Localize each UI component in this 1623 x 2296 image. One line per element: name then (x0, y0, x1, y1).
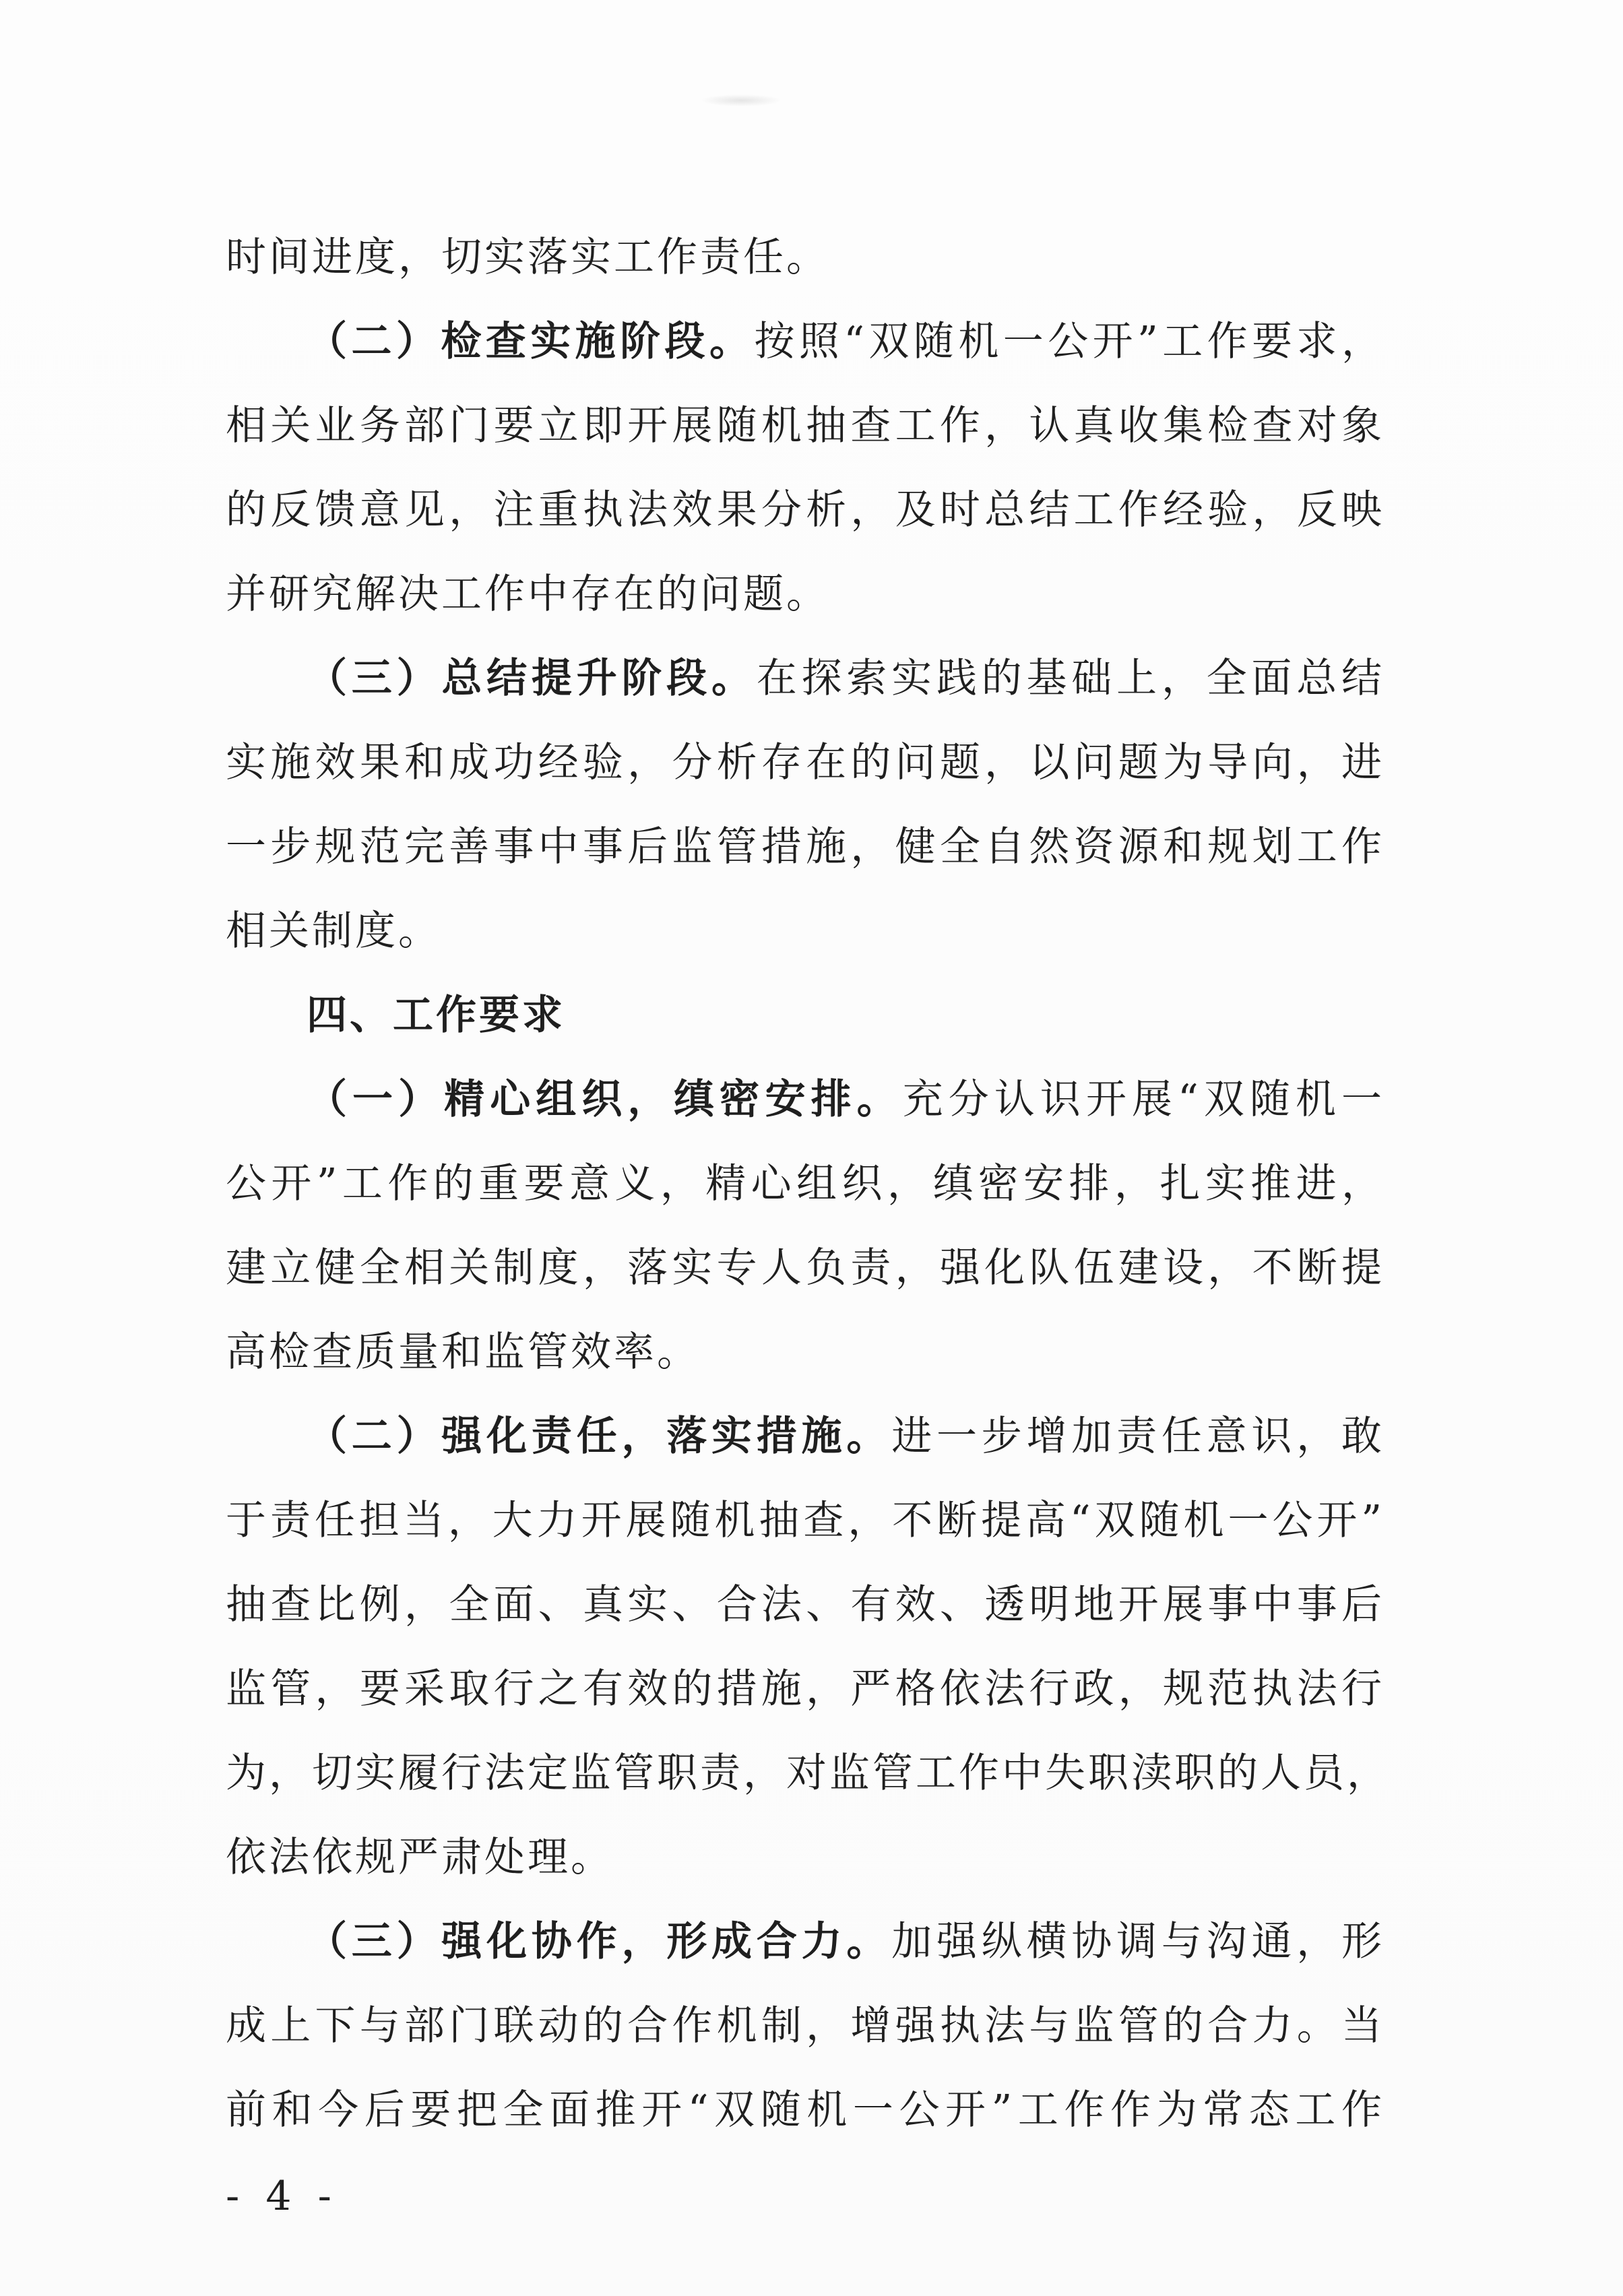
text-line (226, 468, 1385, 552)
text-line (226, 637, 1385, 721)
text-line (226, 721, 1385, 805)
text-line (226, 1310, 1385, 1395)
text-line (226, 805, 1385, 889)
line-text: 进一步增加责任意识，敢 (891, 1413, 1385, 1460)
line-text: 建立健全相关制度，落实专人负责，强化队伍建设，不断提 (226, 1244, 1385, 1292)
line-text: 高检查质量和监管效率。 (226, 1329, 700, 1376)
line-text: 相关业务部门要立即开展随机抽查工作，认真收集检查对象 (226, 402, 1385, 449)
line-text: 并研究解决工作中存在的问题。 (226, 571, 829, 618)
scan-artifact (701, 94, 782, 106)
line-text: 加强纵横协调与沟通，形 (891, 1918, 1385, 1965)
line-text: 监管，要采取行之有效的措施，严格依法行政，规范执法行 (226, 1665, 1385, 1713)
line-text: 在探索实践的基础上，全面总结 (756, 655, 1385, 702)
text-line (226, 384, 1385, 468)
text-line (226, 1984, 1385, 2068)
section-lead: （二）检查实施阶段。 (307, 318, 755, 365)
section-lead: （二）强化责任，落实措施。 (307, 1413, 892, 1460)
text-line (226, 1900, 1385, 1984)
text-line (226, 2068, 1385, 2152)
line-text: 为，切实履行法定监管职责，对监管工作中失职渎职的人员， (226, 1750, 1390, 1797)
text-line (226, 1479, 1385, 1563)
line-text: 前和今后要把全面推开“双随机一公开”工作作为常态工作 (226, 2086, 1385, 2134)
text-line (226, 1647, 1385, 1731)
line-text: 公开”工作的重要意义，精心组织，缜密安排，扎实推进， (226, 1160, 1385, 1207)
line-text: 的反馈意见，注重执法效果分析，及时总结工作经验，反映 (226, 486, 1385, 534)
text-line (226, 216, 1385, 300)
text-line (226, 889, 1385, 974)
section-lead: （三）强化协作，形成合力。 (307, 1918, 892, 1965)
text-line (226, 1226, 1385, 1310)
line-text: 一步规范完善事中事后监管措施，健全自然资源和规划工作 (226, 823, 1385, 870)
line-text: 时间进度，切实落实工作责任。 (226, 234, 829, 281)
section-lead: （一）精心组织，缜密安排。 (307, 1076, 903, 1123)
line-text: 依法依规严肃处理。 (226, 1834, 614, 1881)
section-heading (226, 974, 1385, 1058)
line-text: 按照“双随机一公开”工作要求， (754, 318, 1385, 365)
line-text: 实施效果和成功经验，分析存在的问题，以问题为导向，进 (226, 739, 1385, 786)
text-line (226, 1731, 1390, 1816)
text-line (226, 1395, 1385, 1479)
heading-text: 四、工作要求 (307, 992, 565, 1039)
text-line (226, 1058, 1385, 1142)
line-text: 抽查比例，全面、真实、合法、有效、透明地开展事中事后 (226, 1581, 1385, 1628)
text-line (226, 1142, 1385, 1226)
text-line (226, 1816, 1385, 1900)
text-line (226, 1563, 1385, 1647)
text-line (226, 552, 1385, 637)
section-lead: （三）总结提升阶段。 (307, 655, 757, 702)
line-text: 于责任担当，大力开展随机抽查，不断提高“双随机一公开” (226, 1497, 1385, 1544)
line-text: 充分认识开展“双随机一 (902, 1076, 1385, 1123)
line-text: 相关制度。 (226, 907, 441, 955)
line-text: 成上下与部门联动的合作机制，增强执法与监管的合力。当 (226, 2002, 1385, 2049)
document-body (226, 216, 1390, 2152)
text-line (226, 300, 1385, 384)
page-number: - 4 - (226, 2173, 338, 2220)
